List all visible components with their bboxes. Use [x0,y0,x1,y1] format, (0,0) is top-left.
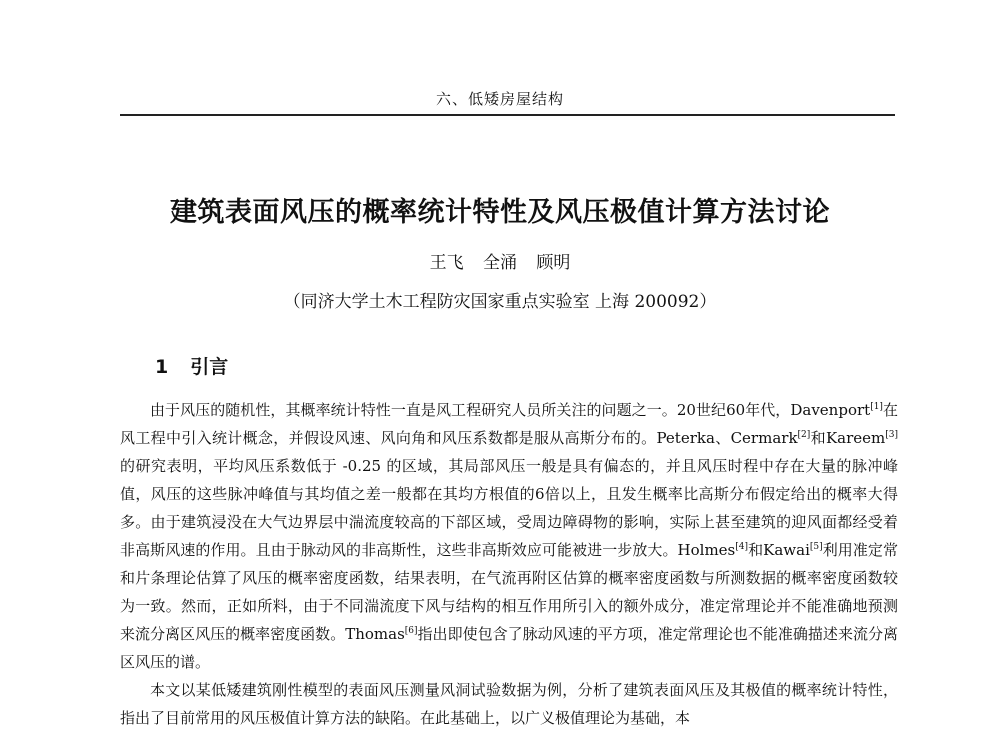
paper-affiliation: （同济大学土木工程防灾国家重点实验室 上海 200092） [283,292,717,312]
citation-ref: [6] [404,626,418,636]
text-run: 的研究表明，平均风压系数低于 -0.25 的区域，其局部风压一般是具有偏态的，并且风压时程中存在大量的脉冲峰值，风压的这些脉冲峰值与其均值之差一般都在其均方根值的6倍以上，且发生概率比高斯分布假定给出的概率大得多。由于建筑浸没在大气边界层中湍流度较高的下部区域，受周边障碍物的影响，实际上甚至建筑的迎风面都经受着非高斯风速的作用。且由于脉动风的非高斯性，这些非高斯效应可能被进一步放大。Holmes [120,457,898,559]
citation-ref: [1] [870,402,883,412]
text-run: 和Kawai [748,541,810,559]
section-heading [155,352,228,379]
body-text [120,396,898,732]
citation-ref: [4] [735,542,749,552]
text-run: 在风工程中引入统计概念，并假设风速、风向角和风压系数都是服从高斯分布的。Peterka、Cermark [120,401,898,447]
text-run: 和Kareem [810,429,886,447]
citation-ref: [2] [797,430,811,440]
paragraph-2: 本文以某低矮建筑刚性模型的表面风压测量风洞试验数据为例，分析了建筑表面风压及其极值的概率统计特性，指出了目前常用的风压极值计算方法的缺陷。在此基础上，以广义极值理论为基础，本 [120,681,898,727]
section-title: 引言 [190,356,229,378]
header-rule [120,114,895,116]
text-run: 指出即使包含了脉动风速的平方项，准定常理论也不能准确描述来流分离区风压的谱。 [120,625,898,671]
citation-ref: [5] [809,542,823,552]
text-run: 利用准定常和片条理论估算了风压的概率密度函数，结果表明，在气流再附区估算的概率密度函数与所测数据的概率密度函数较为一致。然而，正如所料，由于不同湍流度下风与结构的相互作用所引入的额外成分，准定常理论并不能准确地预测来流分离区风压的概率密度函数。Thomas [120,541,898,643]
paper-authors: 王飞 全涌 顾明 [429,253,571,273]
paragraph-1 [120,396,898,676]
text-run: 由于风压的随机性，其概率统计特性一直是风工程研究人员所关注的问题之一。20世纪60年代，Davenport [150,401,871,419]
paper-title: 建筑表面风压的概率统计特性及风压极值计算方法讨论 [170,197,830,228]
running-head: 六、低矮房屋结构 [435,90,564,108]
section-number: 1 [155,356,169,378]
citation-ref: [3] [885,430,898,440]
